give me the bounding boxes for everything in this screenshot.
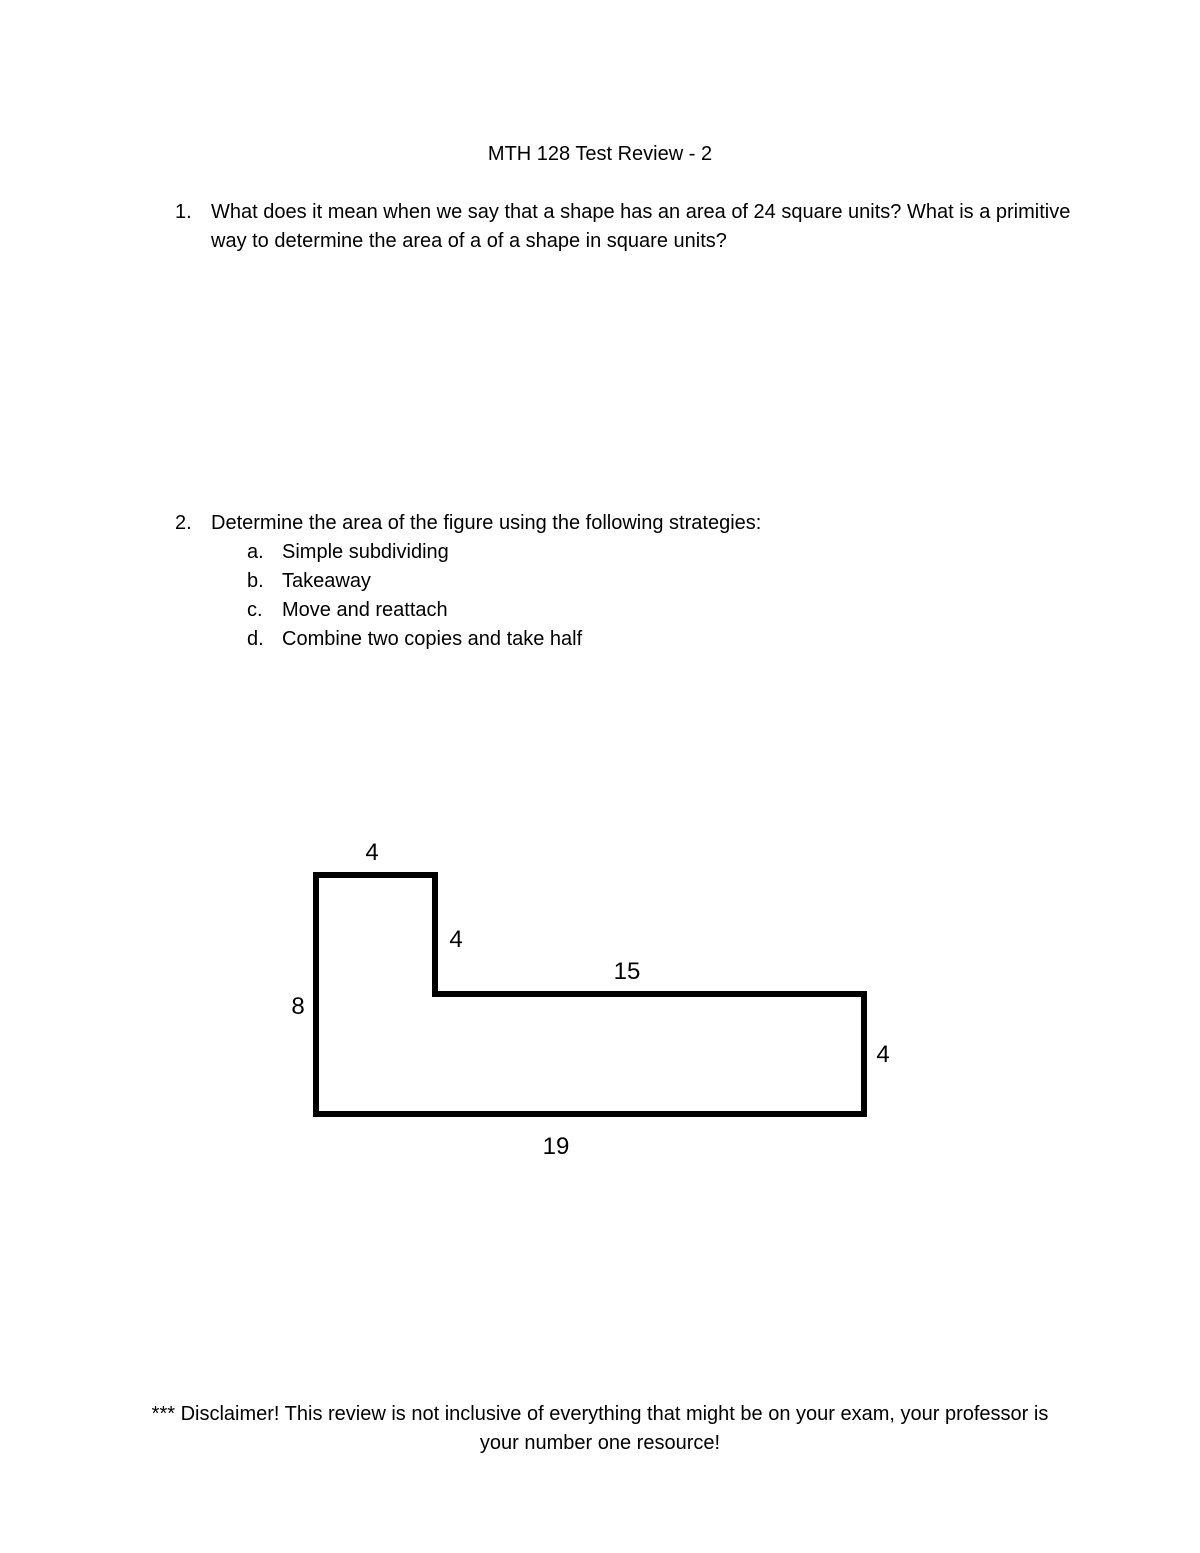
page-title: MTH 128 Test Review - 2 bbox=[487, 143, 713, 165]
l-shape-outline bbox=[316, 875, 864, 1114]
question-2 bbox=[175, 509, 1075, 654]
question-text: What does it mean when we say that a shape has an area of 24 square units? What is a primitive way to determine the area of a of a shape in square units? bbox=[211, 201, 1071, 252]
strategy-letter: c. bbox=[247, 599, 263, 621]
dimension-label-left: 8 bbox=[291, 993, 305, 1020]
strategy-letter: b. bbox=[247, 570, 264, 592]
dimension-label-inner-vertical: 4 bbox=[449, 926, 463, 953]
strategy-list bbox=[247, 538, 1075, 654]
strategy-item bbox=[247, 538, 1075, 567]
strategy-text: Simple subdividing bbox=[282, 541, 449, 563]
disclaimer: *** Disclaimer! This review is not inclusive of everything that might be on your exam, your professor is your number one resource! bbox=[151, 1403, 1049, 1454]
dimension-label-bottom: 19 bbox=[542, 1133, 570, 1160]
strategy-item bbox=[247, 625, 1075, 654]
question-1 bbox=[175, 198, 1075, 256]
dimension-label-right: 4 bbox=[876, 1041, 890, 1068]
strategy-text: Combine two copies and take half bbox=[282, 628, 583, 650]
dimension-label-step: 15 bbox=[613, 958, 641, 985]
strategy-letter: d. bbox=[247, 628, 264, 650]
question-number: 2. bbox=[175, 512, 192, 534]
strategy-text: Move and reattach bbox=[282, 599, 448, 621]
dimension-label-top: 4 bbox=[365, 839, 379, 866]
strategy-item bbox=[247, 567, 1075, 596]
strategy-letter: a. bbox=[247, 541, 264, 563]
strategy-item bbox=[247, 596, 1075, 625]
question-number: 1. bbox=[175, 201, 192, 223]
question-text: Determine the area of the figure using the following strategies: bbox=[211, 512, 762, 534]
strategy-text: Takeaway bbox=[282, 570, 371, 592]
